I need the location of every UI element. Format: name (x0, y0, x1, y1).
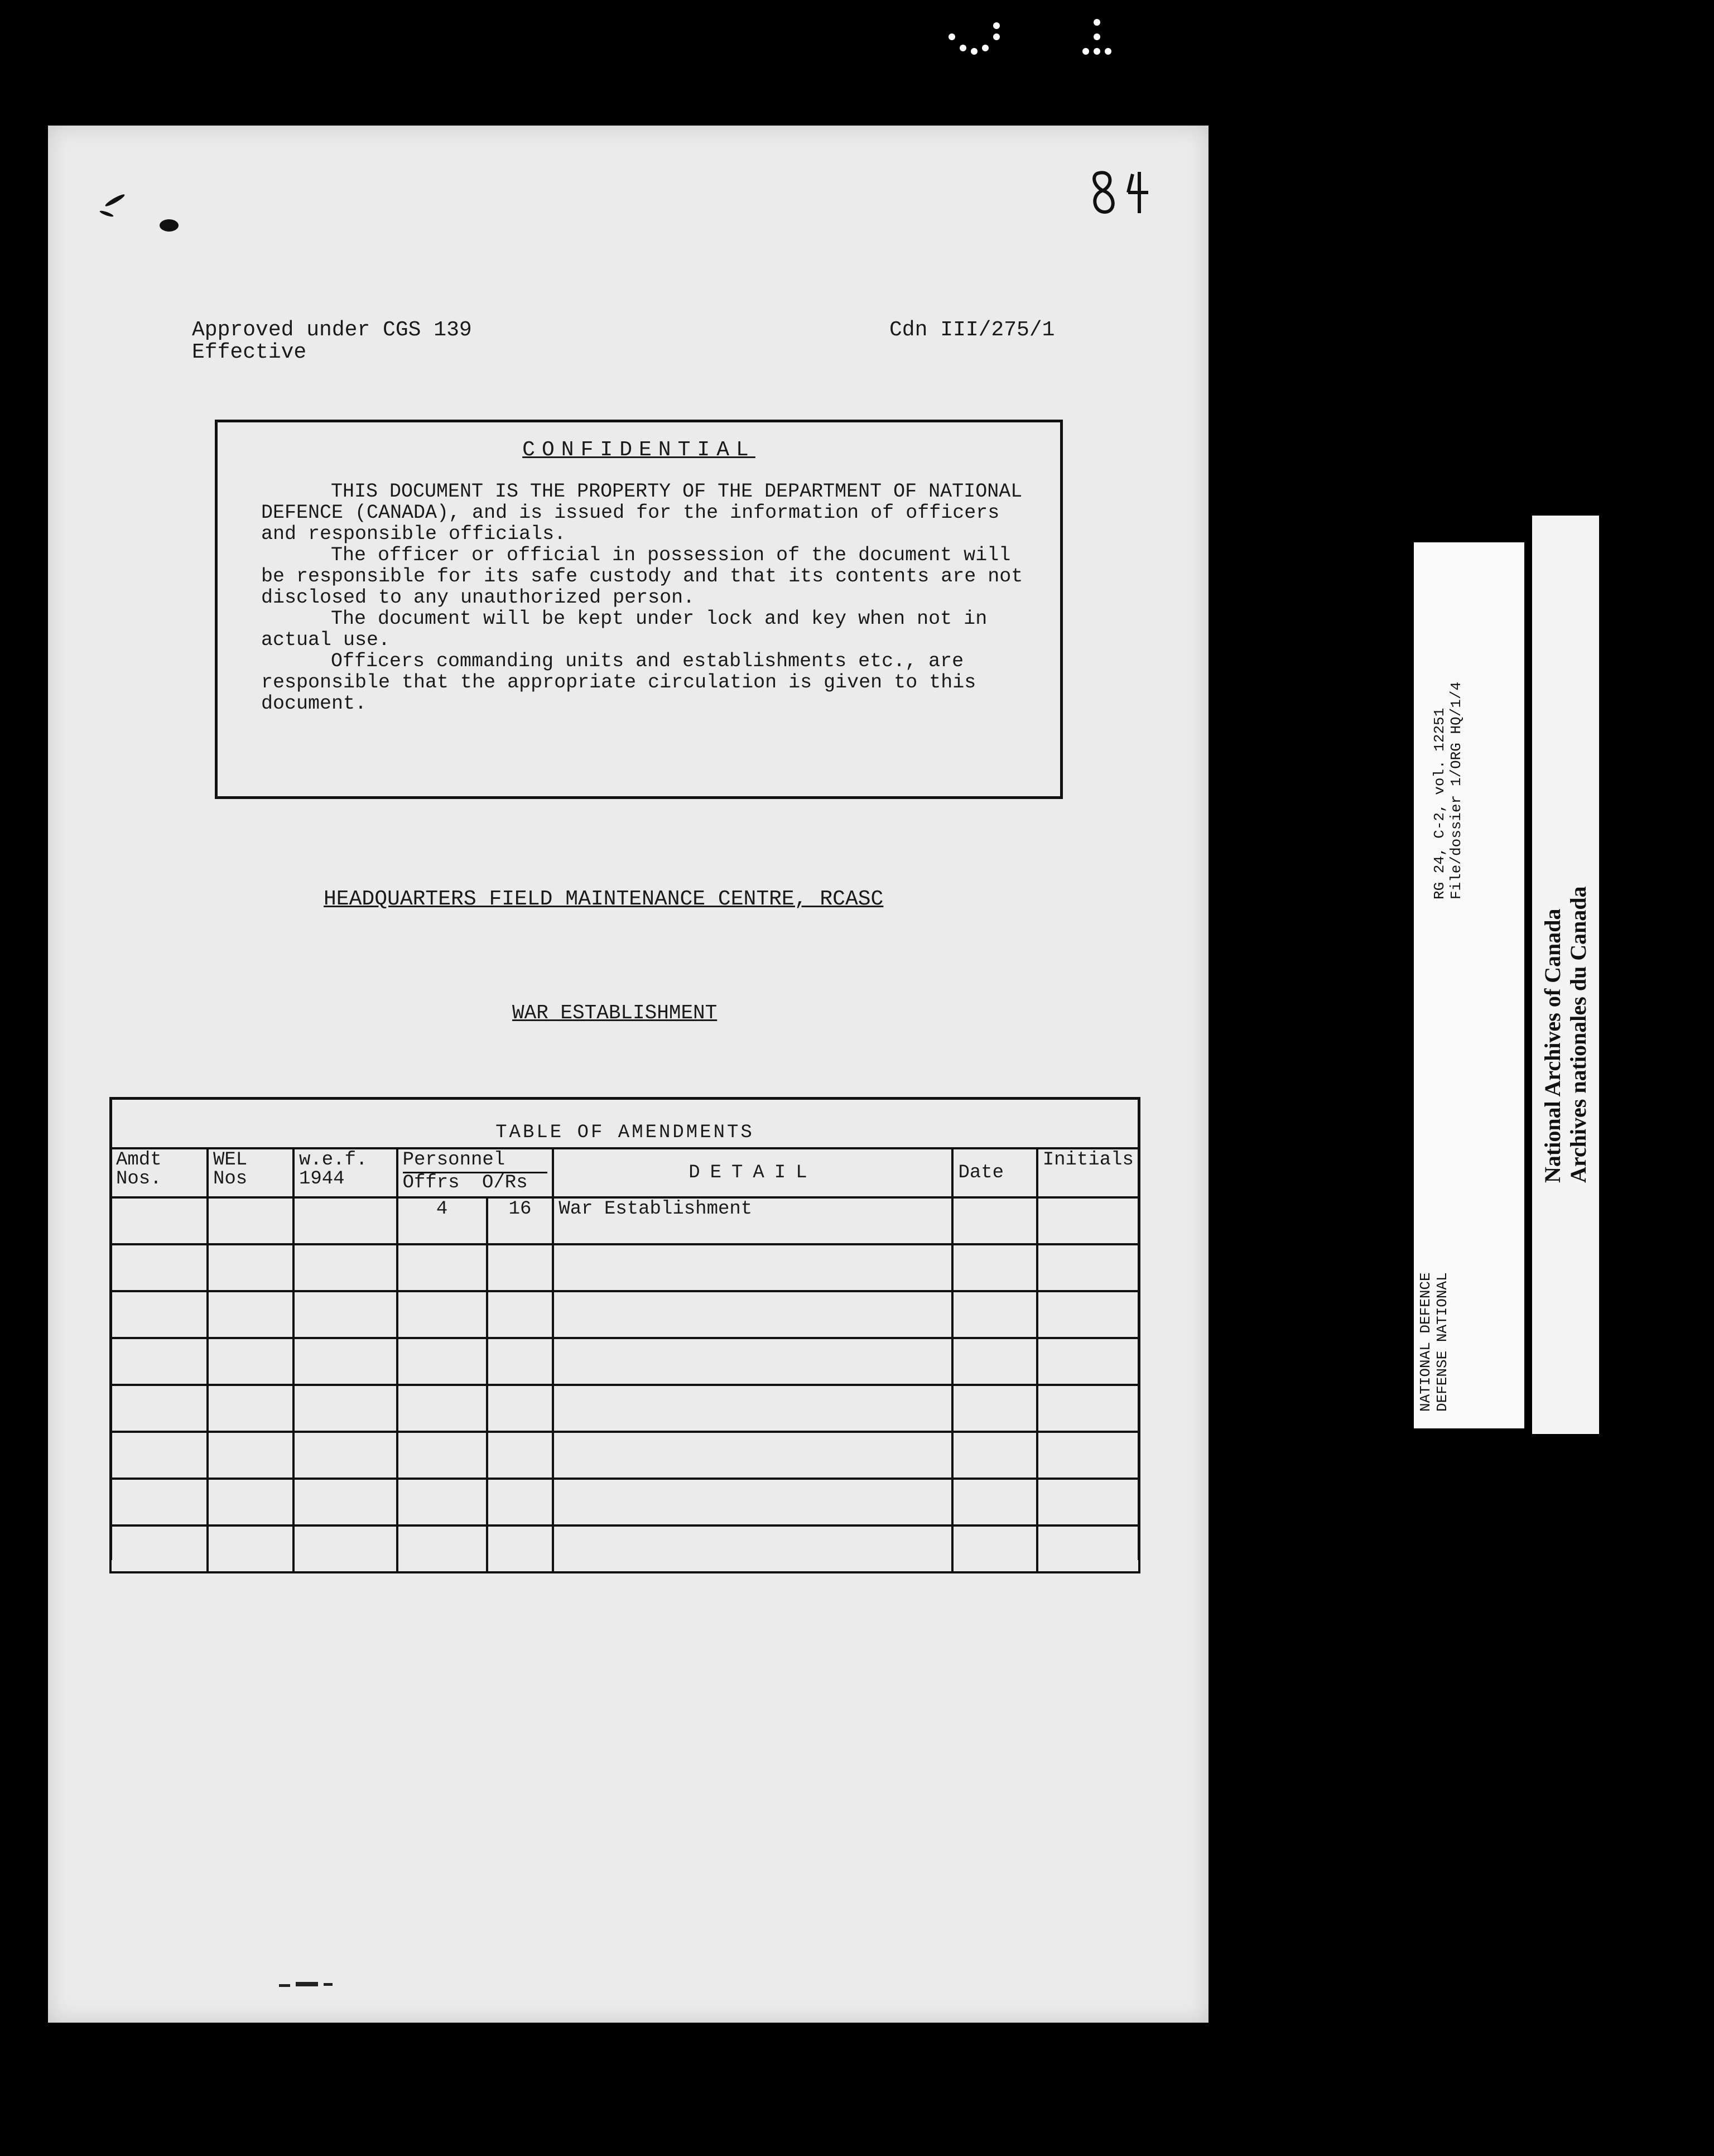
header-wef: w.e.f. 1944 (293, 1148, 397, 1197)
cell-wel (208, 1432, 293, 1479)
archives-line: National Archives of Canada (1540, 908, 1565, 1183)
cell-wel (208, 1338, 293, 1385)
table-row (110, 1479, 1139, 1525)
cell-offrs (397, 1432, 487, 1479)
reference-line: File/dossier 1/ORG HQ/1/4 (1448, 681, 1465, 899)
cell-date (952, 1244, 1037, 1291)
cell-wel (208, 1291, 293, 1338)
table-row (110, 1197, 1139, 1244)
table-row (110, 1432, 1139, 1479)
cell-offrs (397, 1291, 487, 1338)
cell-initials (1037, 1244, 1139, 1291)
cell-date (952, 1525, 1037, 1572)
archive-reference-text (1431, 682, 1465, 899)
cell-offrs (397, 1338, 487, 1385)
cell-amdt (110, 1197, 208, 1244)
ink-mark (99, 210, 114, 218)
department-line: NATIONAL DEFENCE (1417, 1272, 1434, 1412)
cell-amdt (110, 1525, 208, 1572)
cell-wef (293, 1432, 397, 1479)
cell-wel (208, 1244, 293, 1291)
confidential-notice-box (215, 420, 1063, 799)
table-row (110, 1291, 1139, 1338)
header-personnel-label: Personnel (402, 1149, 505, 1171)
cell-date (952, 1385, 1037, 1432)
cell-wef (293, 1525, 397, 1572)
confidential-paragraph: Officers commanding units and establishments etc., are responsible that the appropriate circulation is given to this document. (261, 650, 976, 715)
cell-initials (1037, 1432, 1139, 1479)
cell-initials (1037, 1385, 1139, 1432)
cell-ors (487, 1244, 553, 1291)
cell-ors (487, 1479, 553, 1525)
cell-initials (1037, 1479, 1139, 1525)
cell-wef (293, 1338, 397, 1385)
table-row (110, 1525, 1139, 1572)
header-personnel-sub (403, 1172, 548, 1192)
top-edge-marks (949, 17, 1138, 61)
ink-mark (160, 219, 179, 232)
cell-date (952, 1338, 1037, 1385)
cell-amdt (110, 1244, 208, 1291)
header-offrs: Offrs (402, 1172, 460, 1194)
effective-line: Effective (192, 340, 307, 364)
header-ors: O/Rs (482, 1172, 528, 1194)
cell-wef (293, 1244, 397, 1291)
unit-title: HEADQUARTERS FIELD MAINTENANCE CENTRE, RCASC (324, 887, 884, 911)
amendments-table (109, 1147, 1140, 1573)
bottom-ink-marks (279, 1980, 346, 1991)
cell-detail (553, 1432, 952, 1479)
cell-ors (487, 1432, 553, 1479)
cell-date (952, 1479, 1037, 1525)
cell-date (952, 1291, 1037, 1338)
cell-detail (553, 1479, 952, 1525)
confidential-paragraph: THIS DOCUMENT IS THE PROPERTY OF THE DEPARTMENT OF NATIONAL DEFENCE (CANADA), and is issued for the information of officers and responsible officials. (261, 480, 1023, 545)
cell-wef (293, 1479, 397, 1525)
table-row (110, 1338, 1139, 1385)
cell-initials (1037, 1525, 1139, 1572)
national-archives-text (1540, 886, 1591, 1183)
cell-offrs: 4 (397, 1197, 487, 1244)
confidential-body (261, 481, 1042, 714)
cell-initials (1037, 1338, 1139, 1385)
header-amdt: Amdt Nos. (110, 1148, 208, 1197)
cell-amdt (110, 1291, 208, 1338)
table-row (110, 1385, 1139, 1432)
cell-wef (293, 1385, 397, 1432)
reference-number: Cdn III/275/1 (889, 318, 1055, 342)
cell-detail (553, 1385, 952, 1432)
cell-amdt (110, 1385, 208, 1432)
approval-header (192, 319, 472, 364)
header-initials: Initials (1037, 1148, 1139, 1197)
cell-offrs (397, 1244, 487, 1291)
cell-date (952, 1197, 1037, 1244)
confidential-title: CONFIDENTIAL (522, 438, 755, 462)
document-page (48, 126, 1209, 2023)
cell-wel (208, 1385, 293, 1432)
cell-wel (208, 1525, 293, 1572)
header-wel: WEL Nos (208, 1148, 293, 1197)
cell-ors (487, 1291, 553, 1338)
cell-wel (208, 1479, 293, 1525)
amendments-caption: TABLE OF AMENDMENTS (495, 1122, 754, 1143)
cell-offrs (397, 1385, 487, 1432)
cell-wef (293, 1291, 397, 1338)
header-date: Date (952, 1148, 1037, 1197)
cell-ors (487, 1525, 553, 1572)
header-detail: DETAIL (553, 1148, 952, 1197)
cell-detail (553, 1244, 952, 1291)
cell-wel (208, 1197, 293, 1244)
cell-detail (553, 1291, 952, 1338)
table-row (110, 1244, 1139, 1291)
cell-initials (1037, 1197, 1139, 1244)
table-header-row (110, 1148, 1139, 1197)
cell-initials (1037, 1291, 1139, 1338)
confidential-paragraph: The officer or official in possession of the document will be responsible for its safe custody and that its contents are not disclosed to any unauthorized person. (261, 544, 1023, 609)
folio-number (1088, 167, 1155, 218)
confidential-paragraph: The document will be kept under lock and key when not in actual use. (261, 608, 988, 651)
reference-line: RG 24, C-2, vol. 12251 (1431, 708, 1448, 899)
cell-amdt (110, 1479, 208, 1525)
ink-mark (104, 193, 126, 208)
department-text (1417, 1272, 1451, 1412)
cell-amdt (110, 1432, 208, 1479)
department-line: DEFENSE NATIONAL (1434, 1272, 1451, 1412)
approval-line: Approved under CGS 139 (192, 318, 472, 342)
header-personnel (397, 1148, 553, 1197)
archives-line: Archives nationales du Canada (1566, 886, 1591, 1183)
cell-detail (553, 1525, 952, 1572)
cell-wef (293, 1197, 397, 1244)
cell-amdt (110, 1338, 208, 1385)
cell-date (952, 1432, 1037, 1479)
cell-offrs (397, 1525, 487, 1572)
cell-detail: War Establishment (553, 1197, 952, 1244)
cell-ors (487, 1338, 553, 1385)
cell-detail (553, 1338, 952, 1385)
cell-offrs (397, 1479, 487, 1525)
document-subtitle: WAR ESTABLISHMENT (512, 1002, 718, 1024)
cell-ors (487, 1385, 553, 1432)
cell-ors: 16 (487, 1197, 553, 1244)
